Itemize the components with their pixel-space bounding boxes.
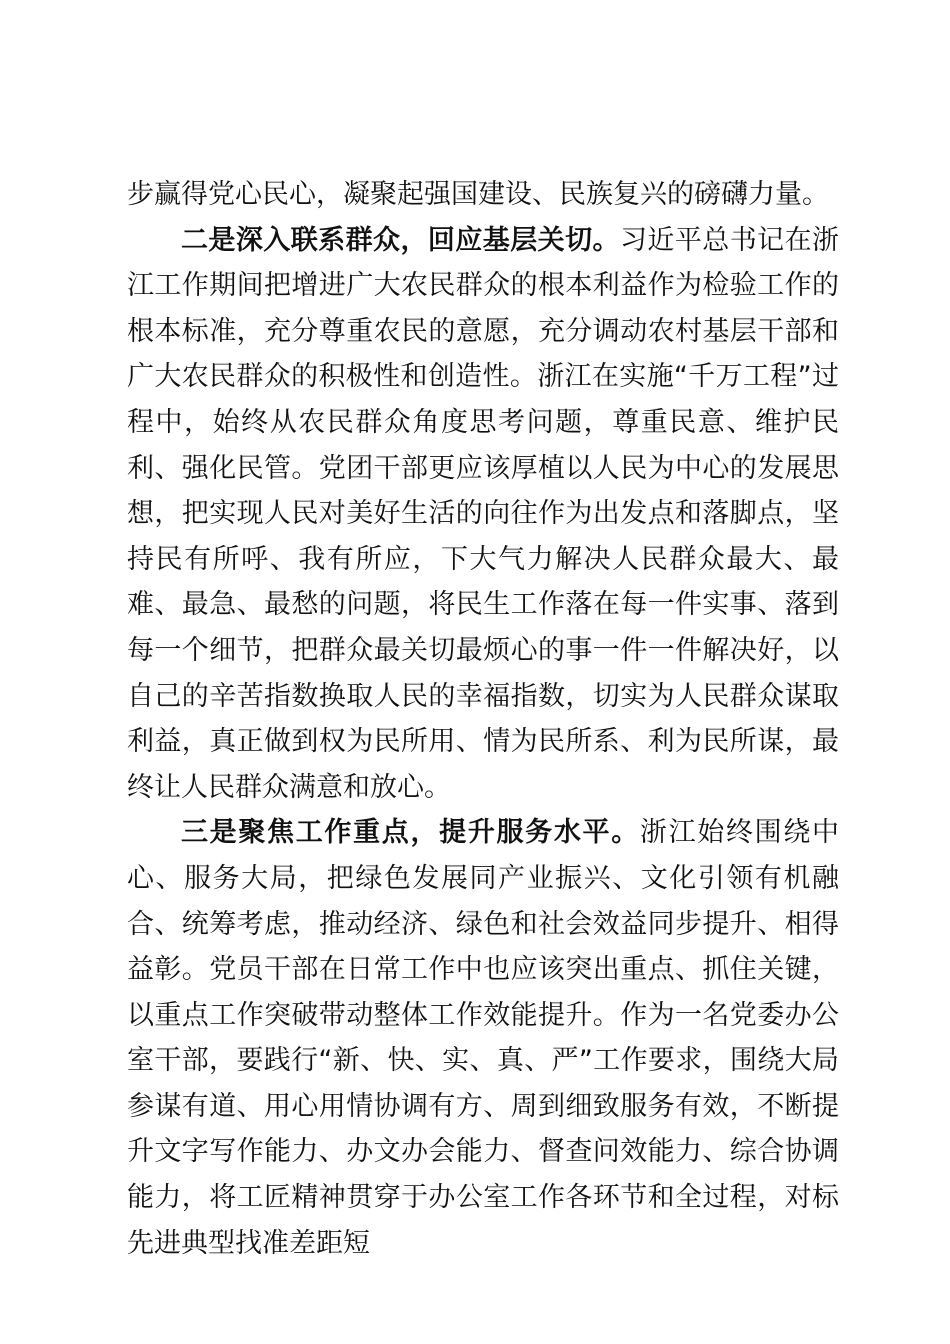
- paragraph-text: 浙江始终围绕中心、服务大局，把绿色发展同产业振兴、文化引领有机融合、统筹考虑，推动经济、绿色和社会效益同步提升、相得益彰。党员干部在日常工作中也应该突出重点、抓住关键，以重点工作突破带动整体工作效能提升。作为一名党委办公室干部，要践行“新、快、实、真、严”工作要求，围绕大局参谋有道、用心用情协调有方、周到细致服务有效，不断提升文字写作能力、办文办会能力、督查问效能力、综合协调能力，将工匠精神贯穿于办公室工作各环节和全过程，对标先进典型找准差距短: [127, 817, 840, 1259]
- paragraph-point-two: [127, 218, 839, 811]
- paragraph-lead: 三是聚焦工作重点，提升服务水平。: [181, 817, 640, 849]
- paragraph-point-three: [127, 810, 839, 1266]
- paragraph-lead: 二是深入联系群众，回应基层关切。: [181, 224, 620, 256]
- document-body: [127, 172, 839, 1266]
- paragraph-text: 习近平总书记在浙江工作期间把增进广大农民群众的根本利益作为检验工作的根本标准，充分尊重农民的意愿，充分调动农村基层干部和广大农民群众的积极性和创造性。浙江在实施“千万工程”过程中，始终从农民群众角度思考问题，尊重民意、维护民利、强化民管。党团干部更应该厚植以人民为中心的发展思想，把实现人民对美好生活的向往作为出发点和落脚点，坚持民有所呼、我有所应，下大气力解决人民群众最大、最难、最急、最愁的问题，将民生工作落在每一件实事、落到每一个细节，把群众最关切最烦心的事一件一件解决好，以自己的辛苦指数换取人民的幸福指数，切实为人民群众谋取利益，真正做到权为民所用、情为民所系、利为民所谋，最终让人民群众满意和放心。: [127, 224, 840, 803]
- paragraph-continuation: [127, 172, 839, 218]
- paragraph-text: 步赢得党心民心，凝聚起强国建设、民族复兴的磅礴力量。: [127, 179, 829, 210]
